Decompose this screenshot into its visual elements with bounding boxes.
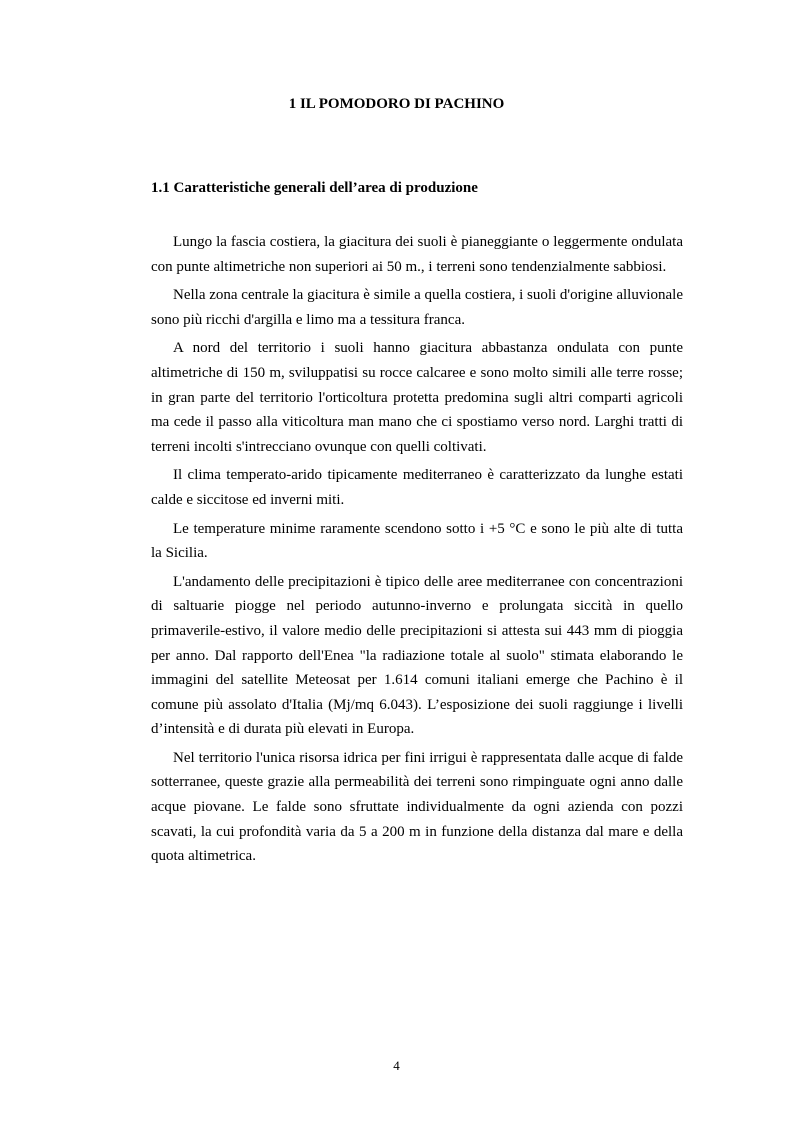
body-text [151,230,683,873]
chapter-title: 1 IL POMODORO DI PACHINO [288,96,505,112]
paragraph-precipitation: L'andamento delle precipitazioni è tipico delle aree mediterranee con concentrazioni di saltuarie piogge nel periodo autunno-inverno e prolungata siccità in quello primaverile-estivo, il valore medio delle precipitazioni si attesta sui 443 mm di pioggia per anno. Dal rapporto dell'Enea "la radiazione totale al suolo" stimata elaborando le immagini del satellite Meteosat per 1.614 comuni italiani emerge che Pachino è il comune più assolato d'Italia (Mj/mq 6.043). L’esposizione dei suoli raggiunge i livelli d’intensità e di durata più elevati in Europa. [151,573,683,738]
section-title: 1.1 Caratteristiche generali dell’area di produzione [151,180,478,196]
paragraph-climate: Il clima temperato-arido tipicamente mediterraneo è caratterizzato da lunghe estati calde e siccitose ed inverni miti. [151,467,683,508]
paragraph-central-zone: Nella zona centrale la giacitura è simile a quella costiera, i suoli d'origine alluvionale sono più ricchi d'argilla e limo ma a tessitura franca. [151,287,683,328]
paragraph-water-resources: Nel territorio l'unica risorsa idrica per fini irrigui è rappresentata dalle acque di falde sotterranee, queste grazie alla permeabilità dei terreni sono rimpinguate ogni anno dalle acque piovane. Le falde sono sfruttate individualmente da ogni azienda con pozzi scavati, la cui profondità varia da 5 a 200 m in funzione della distanza dal mare e della quota altimetrica. [151,749,683,865]
paragraph-northern-territory: A nord del territorio i suoli hanno giacitura abbastanza ondulata con punte altimetriche di 150 m, sviluppatisi su rocce calcaree e sono molto simili alle terre rosse; in gran parte del territorio l'orticoltura protetta predomina sugli altri comparti agricoli ma cede il passo alla viticoltura man mano che ci spostiamo verso nord. Larghi tratti di terreni incolti s'intrecciano ovunque con quelli coltivati. [151,340,683,455]
page-number: 4 [393,1058,400,1073]
paragraph-temperatures: Le temperature minime raramente scendono sotto i +5 °C e sono le più alte di tutta la Sicilia. [151,520,683,562]
paragraph-coastal-soils: Lungo la fascia costiera, la giacitura dei suoli è pianeggiante o leggermente ondulata con punte altimetriche non superiori ai 50 m., i terreni sono tendenzialmente sabbiosi. [151,234,683,275]
